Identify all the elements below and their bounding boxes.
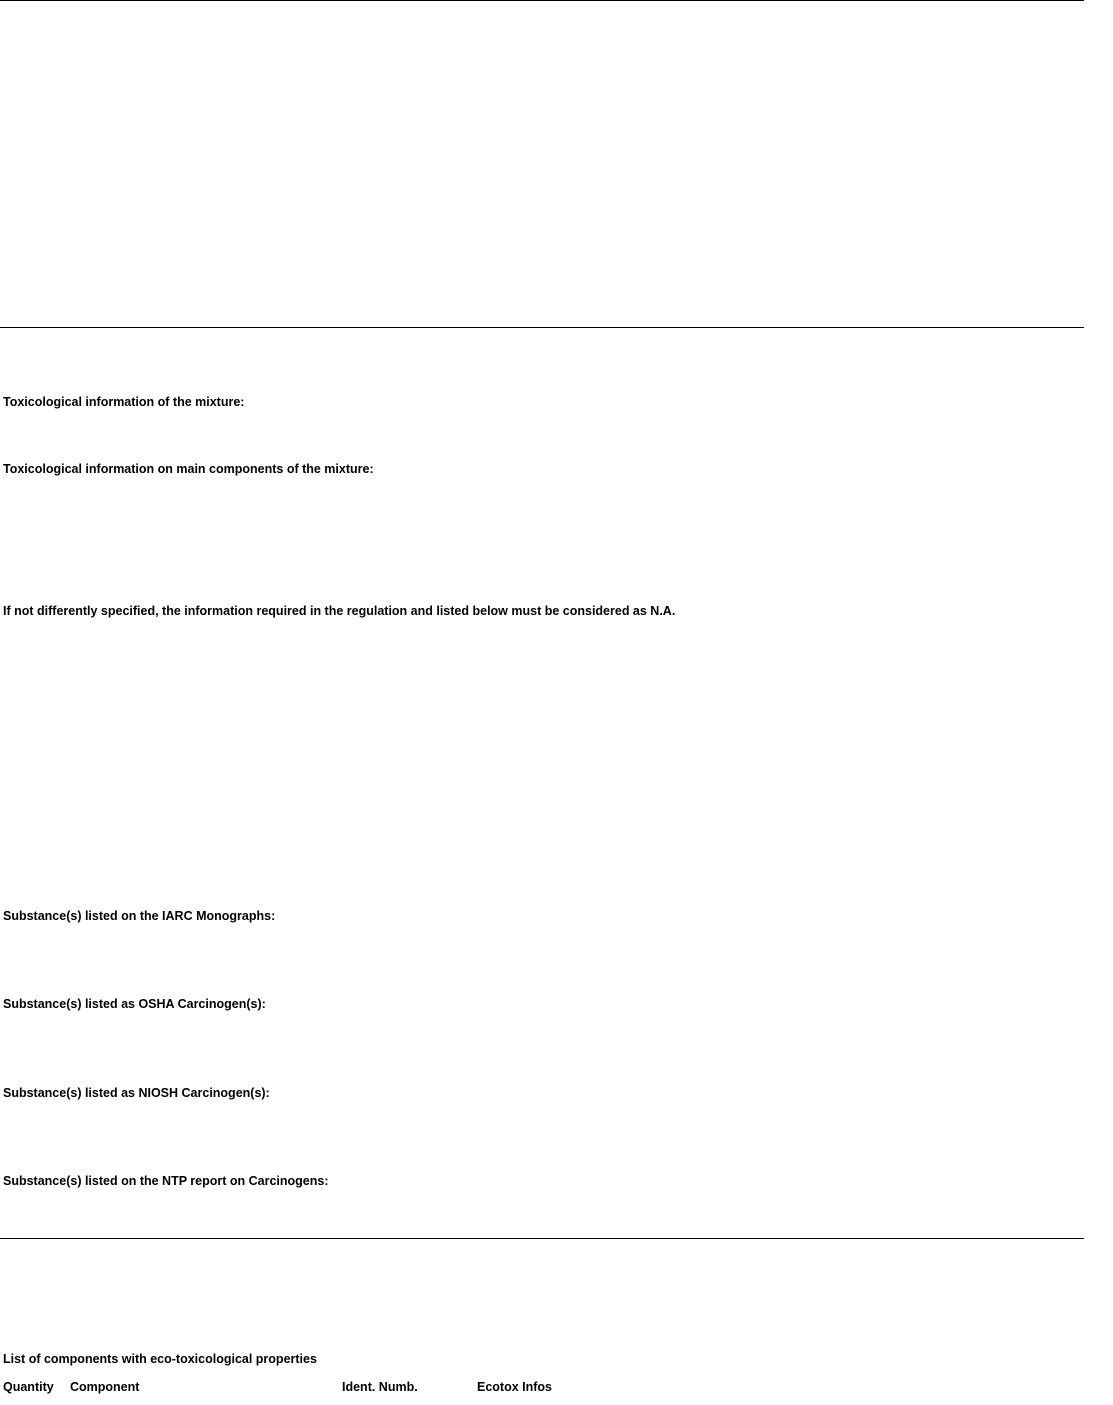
section-divider-toxicological	[0, 327, 1084, 328]
osha-carcinogens-label: Substance(s) listed as OSHA Carcinogen(s):	[3, 997, 266, 1011]
column-header-component: Component	[70, 1380, 140, 1394]
ecotox-components-list-title: List of components with eco-toxicological properties	[3, 1352, 317, 1366]
mixture-toxicological-info-label: Toxicological information of the mixture:	[3, 395, 245, 409]
na-notice: If not differently specified, the information required in the regulation and listed below must be considered as N.A.	[3, 604, 676, 618]
column-header-ident-numb: Ident. Numb.	[342, 1380, 418, 1394]
ntp-carcinogens-label: Substance(s) listed on the NTP report on Carcinogens:	[3, 1174, 329, 1188]
iarc-carcinogens-label: Substance(s) listed on the IARC Monographs:	[3, 909, 276, 923]
components-toxicological-info-label: Toxicological information on main components of the mixture:	[3, 462, 374, 476]
column-header-quantity: Quantity	[3, 1380, 54, 1394]
niosh-carcinogens-label: Substance(s) listed as NIOSH Carcinogen(s):	[3, 1086, 270, 1100]
column-header-ecotox-infos: Ecotox Infos	[477, 1380, 553, 1394]
top-divider	[0, 0, 1084, 1]
section-divider-ecological	[0, 1238, 1084, 1239]
